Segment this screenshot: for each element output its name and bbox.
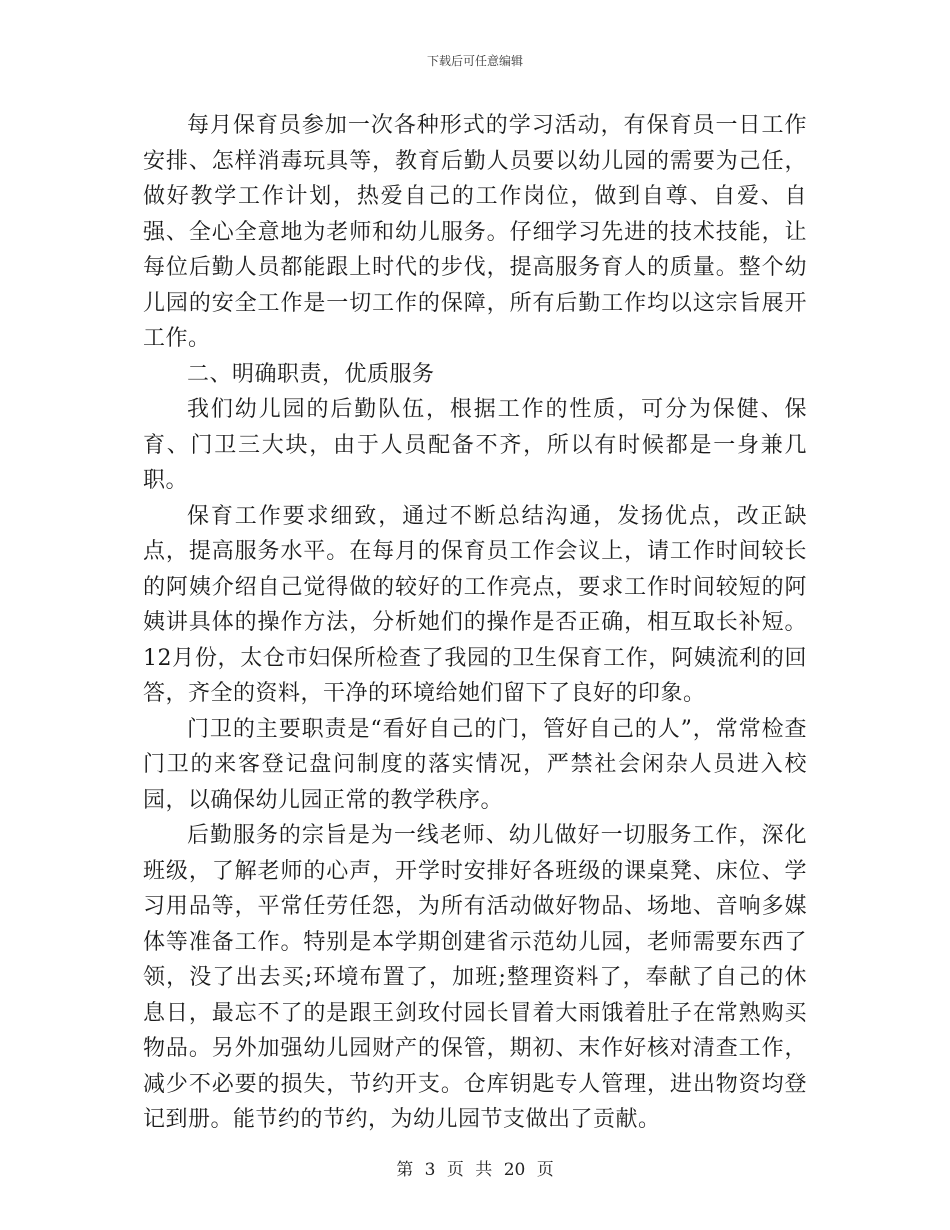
paragraph-logistics-team: 我们幼儿园的后勤队伍，根据工作的性质，可分为保健、保育、门卫三大块，由于人员配备不齐，所以有时候都是一身兼几职。 — [143, 397, 807, 493]
section-heading-duties: 二、明确职责，优质服务 — [187, 361, 435, 387]
paragraph-service-purpose: 后勤服务的宗旨是为一线老师、幼儿做好一切服务工作，深化班级，了解老师的心声，开学时安排好各班级的课桌凳、床位、学习用品等，平常任劳任怨，为所有活动做好物品、场地、音响多媒体等准备工作。特别是本学期创建省示范幼儿园，老师需要东西了领，没了出去买;环境布置了，加班;整理资料了，奉献了自己的休息日，最忘不了的是跟王剑玫付园长冒着大雨饿着肚子在常熟购买物品。另外加强幼儿园财产的保管，期初、末作好核对清查工作，减少不必要的损失，节约开支。仓库钥匙专人管理，进出物资均登记到册。能节约的节约，为幼儿园节支做出了贡献。 — [143, 823, 807, 1132]
paragraph-study-activities: 每月保育员参加一次各种形式的学习活动，有保育员一日工作安排、怎样消毒玩具等，教育后勤人员要以幼儿园的需要为己任，做好教学工作计划，热爱自己的工作岗位，做到自尊、自爱、自强、全心全意地为老师和幼儿服务。仔细学习先进的技术技能，让每位后勤人员都能跟上时代的步伐，提高服务育人的质量。整个幼儿园的安全工作是一切工作的保障，所有后勤工作均以这宗旨展开工作。 — [143, 113, 807, 351]
page-number-footer: 第 3 页 共 20 页 — [396, 1160, 554, 1180]
document-body — [143, 108, 807, 1138]
paragraph-gatekeeper-duties: 门卫的主要职责是“看好自己的门，管好自己的人”，常常检查门卫的来客登记盘问制度的落实情况，严禁社会闲杂人员进入校园，以确保幼儿园正常的教学秩序。 — [143, 716, 807, 813]
paragraph-childcare-work: 保育工作要求细致，通过不断总结沟通，发扬优点，改正缺点，提高服务水平。在每月的保育员工作会议上，请工作时间较长的阿姨介绍自己觉得做的较好的工作亮点，要求工作时间较短的阿姨讲具体的操作方法，分析她们的操作是否正确，相互取长补短。12月份，太仓市妇保所检查了我园的卫生保育工作，阿姨流利的回答，齐全的资料，干净的环境给她们留下了良好的印象。 — [143, 503, 807, 706]
page-header: 下载后可任意编辑 — [426, 54, 523, 68]
